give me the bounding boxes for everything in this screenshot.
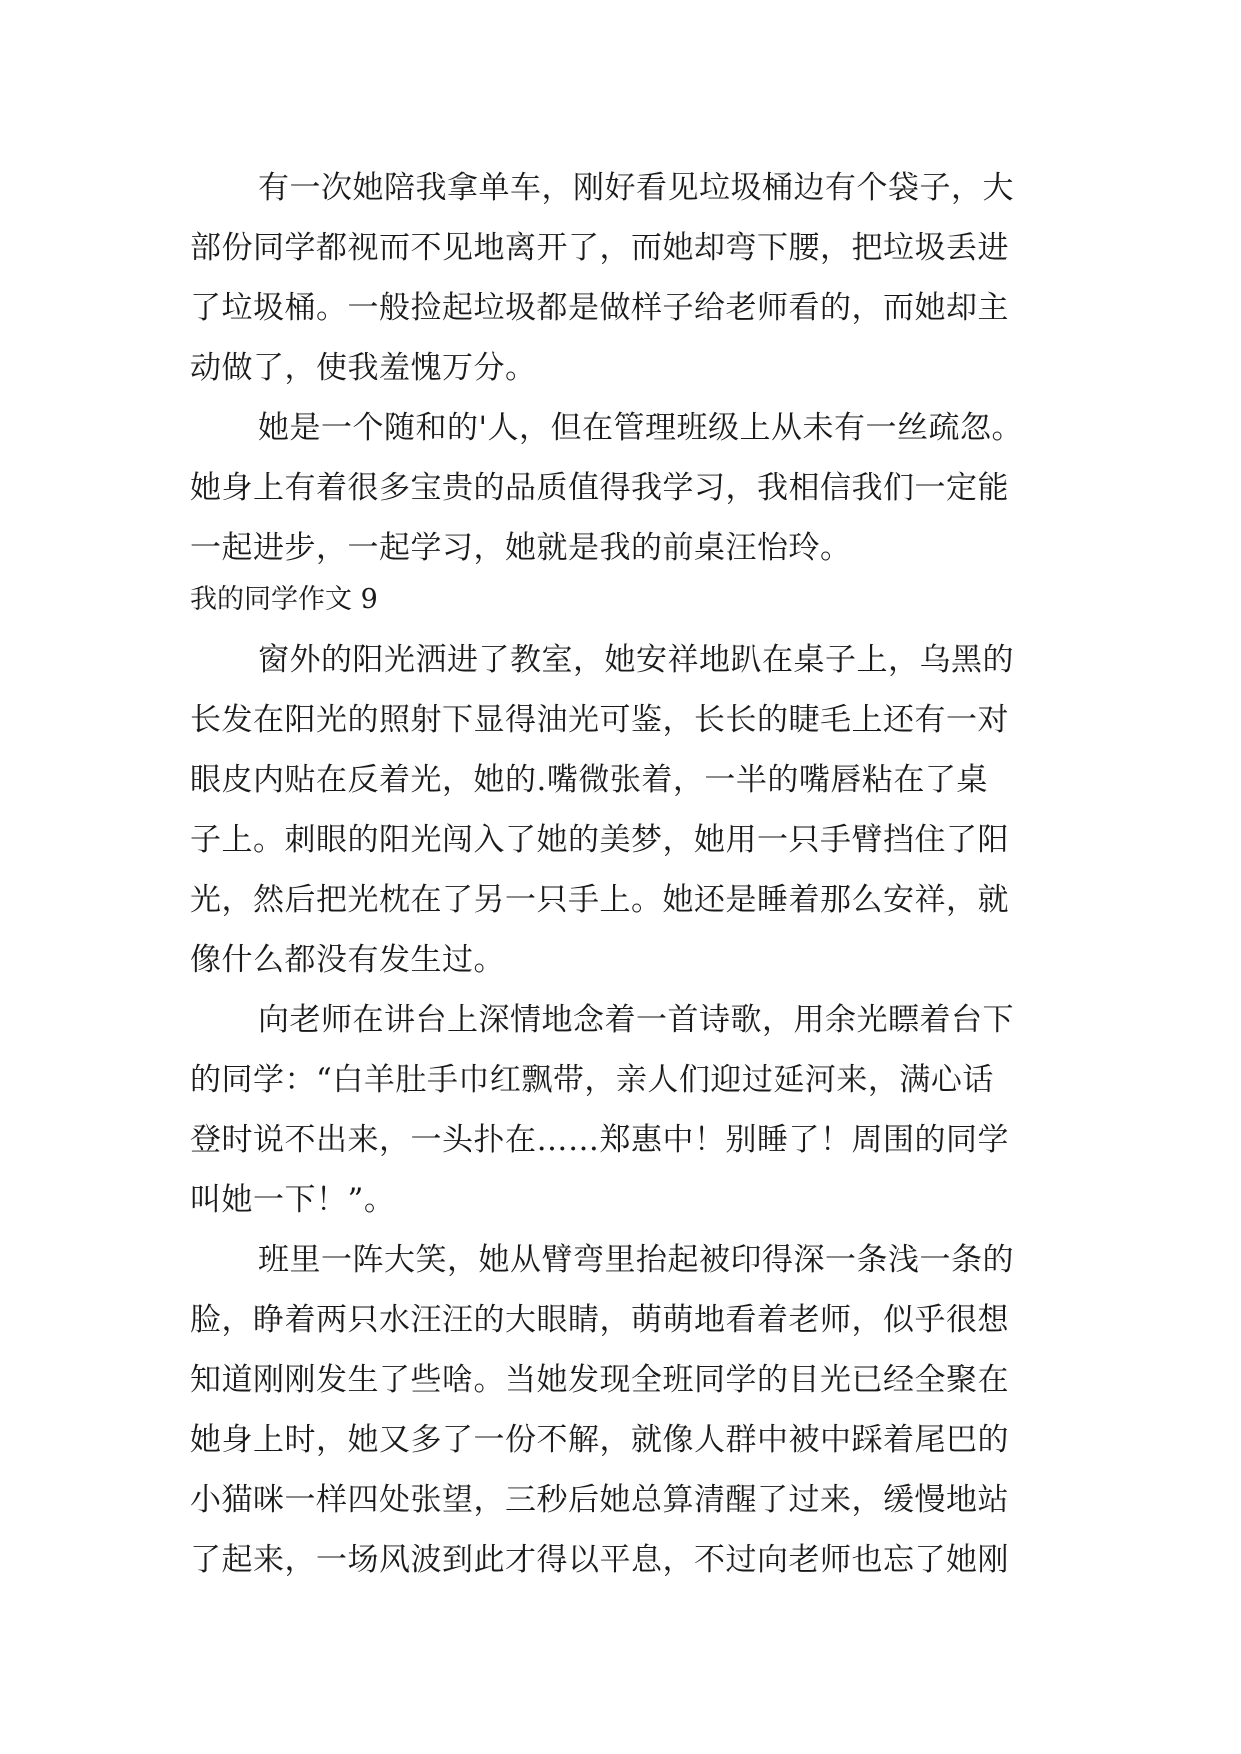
paragraph-line: 长发在阳光的照射下显得油光可鉴，长长的睫毛上还有一对 — [190, 702, 1009, 738]
paragraph — [190, 630, 1050, 990]
paragraph-line: 部份同学都视而不见地离开了，而她却弯下腰，把垃圾丢进 — [190, 230, 1009, 266]
paragraph-line: 班里一阵大笑，她从臂弯里抬起被印得深一条浅一条的 — [258, 1242, 1014, 1278]
paragraph — [190, 990, 1050, 1230]
paragraph-line: 脸，睁着两只水汪汪的大眼睛，萌萌地看着老师，似乎很想 — [190, 1302, 1009, 1338]
text-section-2 — [190, 630, 1050, 1590]
paragraph-line: 像什么都没有发生过。 — [190, 942, 505, 978]
paragraph — [190, 1230, 1050, 1590]
paragraph-line: 子上。刺眼的阳光闯入了她的美梦，她用一只手臂挡住了阳 — [190, 822, 1009, 858]
paragraph-line: 的同学：“白羊肚手巾红飘带，亲人们迎过延河来，满心话 — [190, 1062, 994, 1098]
paragraph-line: 她身上有着很多宝贵的品质值得我学习，我相信我们一定能 — [190, 470, 1009, 506]
paragraph-line: 知道刚刚发生了些啥。当她发现全班同学的目光已经全聚在 — [190, 1362, 1009, 1398]
paragraph-line: 向老师在讲台上深情地念着一首诗歌，用余光瞟着台下 — [258, 1002, 1014, 1038]
paragraph-line: 她身上时，她又多了一份不解，就像人群中被中踩着尾巴的 — [190, 1422, 1009, 1458]
paragraph-line: 她是一个随和的'人，但在管理班级上从未有一丝疏忽。 — [258, 410, 1024, 446]
paragraph-line: 有一次她陪我拿单车，刚好看见垃圾桶边有个袋子，大 — [258, 170, 1014, 206]
paragraph-line: 了垃圾桶。一般捡起垃圾都是做样子给老师看的，而她却主 — [190, 290, 1009, 326]
paragraph — [190, 158, 1050, 398]
paragraph-line: 一起进步，一起学习，她就是我的前桌汪怡玲。 — [190, 530, 852, 566]
section-heading-wrap — [190, 570, 1050, 630]
paragraph-line: 动做了，使我羞愧万分。 — [190, 350, 537, 386]
paragraph-line: 登时说不出来，一头扑在……郑惠中！别睡了！周围的同学 — [190, 1122, 1009, 1158]
paragraph-line: 眼皮内贴在反着光，她的.嘴微张着，一半的嘴唇粘在了桌 — [190, 762, 988, 798]
paragraph-line: 了起来，一场风波到此才得以平息，不过向老师也忘了她刚 — [190, 1542, 1009, 1578]
text-section-1 — [190, 158, 1050, 578]
paragraph-line: 叫她一下！”。 — [190, 1182, 396, 1218]
paragraph-line: 光，然后把光枕在了另一只手上。她还是睡着那么安祥，就 — [190, 882, 1009, 918]
section-heading: 我的同学作文 9 — [190, 584, 378, 615]
paragraph-line: 小猫咪一样四处张望，三秒后她总算清醒了过来，缓慢地站 — [190, 1482, 1009, 1518]
paragraph-line: 窗外的阳光洒进了教室，她安祥地趴在桌子上，乌黑的 — [258, 642, 1014, 678]
paragraph — [190, 398, 1050, 578]
